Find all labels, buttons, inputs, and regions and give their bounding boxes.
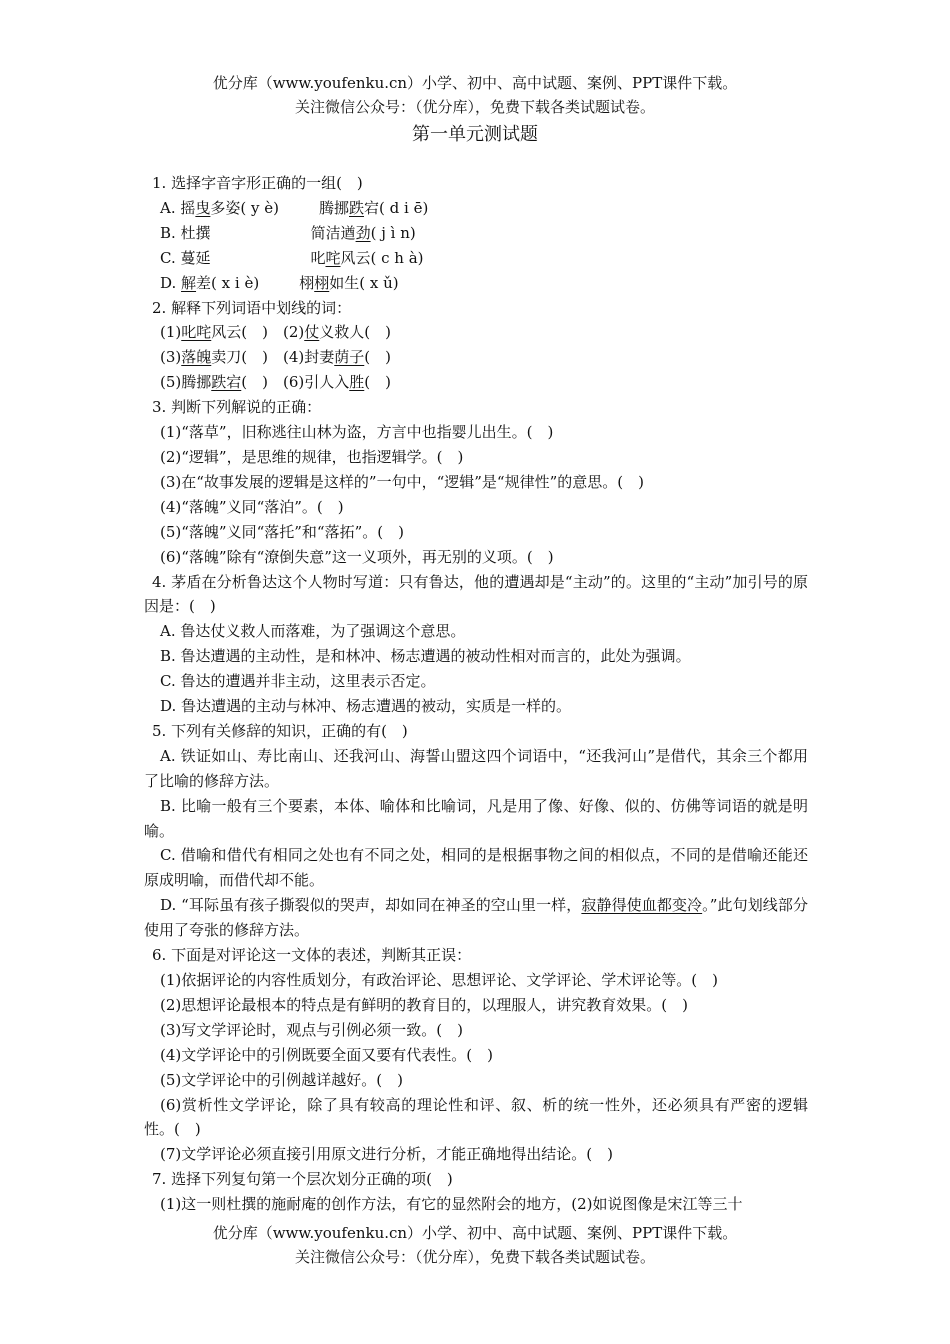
- page-title: 第一单元测试题: [412, 124, 538, 145]
- q3-item: (1)“落草”，旧称逃往山林为盗，方言中也指婴儿出生。( ): [160, 423, 554, 442]
- q4-option: C. 鲁达的遭遇并非主动，这里表示否定。: [160, 672, 436, 691]
- q2-stem: 2. 解释下列词语中划线的词：: [152, 298, 352, 317]
- q4-option: A. 鲁达仗义救人而落难，为了强调这个意思。: [160, 622, 466, 641]
- q6-item: (7)文学评论必须直接引用原文进行分析，才能正确地得出结论。( ): [160, 1145, 613, 1164]
- q5-option-a: A. 铁证如山、寿比南山、还我河山、海誓山盟这四个词语中，“还我河山”是借代，其余三个都用了比喻的修辞方法。: [144, 746, 808, 790]
- q6-item: (1)依据评论的内容性质划分，有政治评论、思想评论、文学评论、学术评论等。( ): [160, 971, 718, 989]
- q6-item: (2)思想评论最根本的特点是有鲜明的教育目的，以理服人，讲究教育效果。( ): [160, 995, 688, 1014]
- q1-option-a: A. 摇曳多姿( y è) 腾挪跌宕( d i ē): [160, 198, 429, 217]
- q5-option-b: B. 比喻一般有三个要素，本体、喻体和比喻词，凡是用了像、好像、似的、仿佛等词语的就是明喻。: [144, 796, 808, 840]
- q5-option-c: C. 借喻和借代有相同之处也有不同之处，相同的是根据事物之间的相似点，不同的是借喻还能还原成明喻，而借代却不能。: [144, 846, 808, 890]
- q4-option: B. 鲁达遭遇的主动性，是和林冲、杨志遭遇的被动性相对而言的，此处为强调。: [160, 647, 691, 666]
- q3-item: (5)“落魄”义同“落托”和“落拓”。( ): [160, 522, 404, 541]
- q2-row: (5)腾挪跌宕( ) (6)引人入胜( ): [160, 373, 391, 392]
- q3-item: (3)在“故事发展的逻辑是这样的”一句中，“逻辑”是“规律性”的意思。( ): [160, 472, 644, 491]
- header-line-2: 关注微信公众号：（优分库），免费下载各类试题试卷。: [294, 98, 655, 116]
- q6-item: (4)文学评论中的引例既要全面又要有代表性。( ): [160, 1045, 493, 1064]
- question-list: [144, 171, 808, 1217]
- q1-option-d: D. 解差( x i è) 栩栩如生( x ǔ): [160, 273, 399, 292]
- q6-item: (6)赏析性文学评论，除了具有较高的理论性和评、叙、析的统一性外，还必须具有严密的逻辑性。( ): [144, 1095, 808, 1139]
- q1-option-b: B. 杜撰 简洁遒劲( j ì n): [160, 223, 416, 242]
- q6-item: (3)写文学评论时，观点与引例必须一致。( ): [160, 1020, 463, 1039]
- footer-line-1: 优分库（www.youfenku.cn）小学、初中、高中试题、案例、PPT课件下载。: [212, 1224, 738, 1242]
- q5-stem: 5. 下列有关修辞的知识，正确的有( ): [152, 721, 408, 740]
- q3-item: (4)“落魄”义同“落泊”。( ): [160, 497, 344, 516]
- q5-option-d: D. “耳际虽有孩子撕裂似的哭声，却如同在神圣的空山里一样，寂静得使血都变冷。”此句划线部分使用了夸张的修辞方法。: [144, 896, 808, 940]
- footer-line-2: 关注微信公众号：（优分库），免费下载各类试题试卷。: [294, 1248, 655, 1266]
- q7-text: (1)这一则杜撰的施耐庵的创作方法，有它的显然附会的地方，(2)如说图像是宋江等三十: [160, 1195, 743, 1214]
- q4-option: D. 鲁达遭遇的主动与林冲、杨志遭遇的被动，实质是一样的。: [160, 697, 572, 716]
- q1-option-c: C. 蔓延 叱咤风云( c h à): [160, 248, 424, 267]
- q2-row: (3)落魄卖刀( ) (4)封妻荫子( ): [160, 348, 391, 367]
- q3-item: (6)“落魄”除有“潦倒失意”这一义项外，再无别的义项。( ): [160, 547, 554, 566]
- q1-stem: 1. 选择字音字形正确的一组( ): [152, 174, 363, 192]
- q2-row: (1)叱咤风云( ) (2)仗义救人( ): [160, 323, 391, 342]
- q6-stem: 6. 下面是对评论这一文体的表述，判断其正误：: [152, 946, 472, 965]
- q3-item: (2)“逻辑”，是思维的规律，也指逻辑学。( ): [160, 447, 464, 466]
- header-line-1: 优分库（www.youfenku.cn）小学、初中、高中试题、案例、PPT课件下载。: [212, 74, 738, 92]
- q3-stem: 3. 判断下列解说的正确：: [152, 398, 322, 417]
- q7-stem: 7. 选择下列复句第一个层次划分正确的项( ): [152, 1170, 453, 1189]
- q4-stem: 4. 茅盾在分析鲁达这个人物时写道：只有鲁达，他的遭遇却是“主动”的。这里的“主动”加引号的原因是：( ): [144, 572, 808, 616]
- q6-item: (5)文学评论中的引例越详越好。( ): [160, 1070, 403, 1089]
